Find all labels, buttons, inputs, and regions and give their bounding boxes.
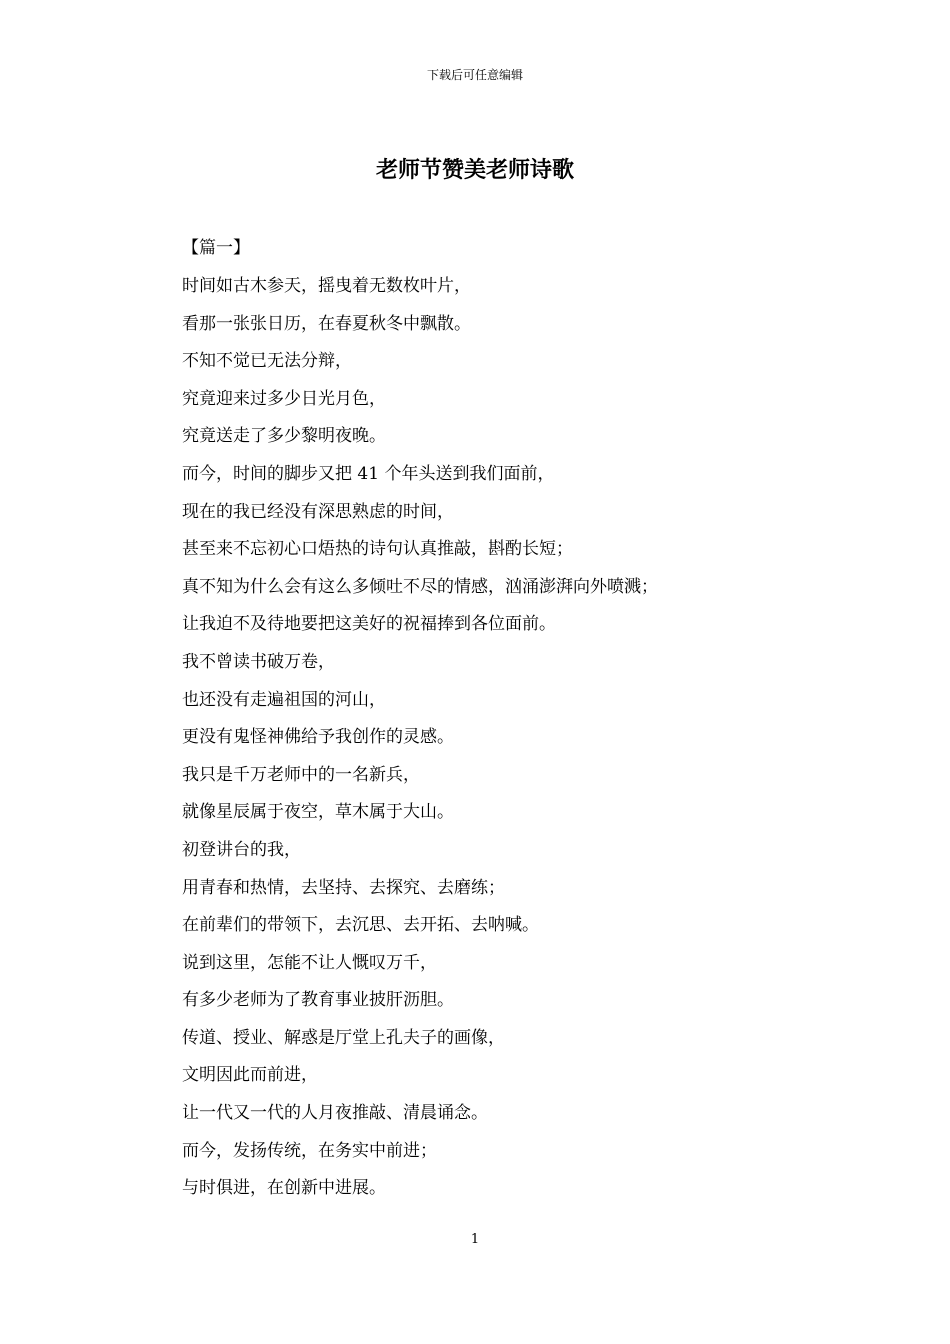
- poem-line: 用青春和热情，去坚持、去探究、去磨练；: [182, 877, 505, 898]
- poem-line: 就像星辰属于夜空，草木属于大山。: [182, 802, 454, 823]
- poem-line: 究竟送走了多少黎明夜晚。: [182, 426, 386, 447]
- poem-line: 传道、授业、解惑是厅堂上孔夫子的画像，: [182, 1027, 505, 1048]
- poem-line: 时间如古木参天，摇曳着无数枚叶片，: [182, 276, 471, 296]
- poem-line: 而今，时间的脚步又把 41 个年头送到我们面前，: [182, 463, 555, 484]
- section-label: 【篇一】: [182, 238, 250, 258]
- poem-line: 让我迫不及待地要把这美好的祝福捧到各位面前。: [182, 614, 556, 635]
- page-number: 1: [470, 1232, 480, 1247]
- poem-line: 有多少老师为了教育事业披肝沥胆。: [182, 990, 454, 1011]
- poem-line: 究竟迎来过多少日光月色，: [182, 388, 386, 409]
- poem-line: 与时俱进，在创新中进展。: [182, 1178, 386, 1199]
- poem-line: 现在的我已经没有深思熟虑的时间，: [182, 501, 454, 522]
- poem-line: 文明因此而前进，: [182, 1065, 318, 1086]
- poem-line: 我只是千万老师中的一名新兵，: [182, 764, 420, 785]
- poem-line: 我不曾读书破万卷，: [182, 651, 335, 672]
- document-title: 老师节赞美老师诗歌: [375, 157, 574, 183]
- poem-line: 更没有鬼怪神佛给予我创作的灵感。: [182, 727, 454, 748]
- poem-body: [182, 273, 882, 1213]
- poem-line: 真不知为什么会有这么多倾吐不尽的情感，汹涌澎湃向外喷溅；: [182, 576, 658, 597]
- poem-line: 甚至来不忘初心口焐热的诗句认真推敲，斟酌长短；: [182, 539, 573, 560]
- poem-line: 在前辈们的带领下，去沉思、去开拓、去呐喊。: [182, 915, 539, 936]
- poem-line: 说到这里，怎能不让人慨叹万千，: [182, 952, 437, 973]
- poem-line: 让一代又一代的人月夜推敲、清晨诵念。: [182, 1103, 488, 1124]
- header-note: 下载后可任意编辑: [426, 68, 523, 82]
- poem-line: 初登讲台的我，: [182, 839, 301, 860]
- poem-line: 看那一张张日历，在春夏秋冬中飘散。: [182, 313, 471, 334]
- poem-line: 不知不觉已无法分辩，: [182, 351, 352, 372]
- poem-line: 也还没有走遍祖国的河山，: [182, 689, 386, 710]
- poem-line: 而今，发扬传统，在务实中前进；: [182, 1140, 437, 1161]
